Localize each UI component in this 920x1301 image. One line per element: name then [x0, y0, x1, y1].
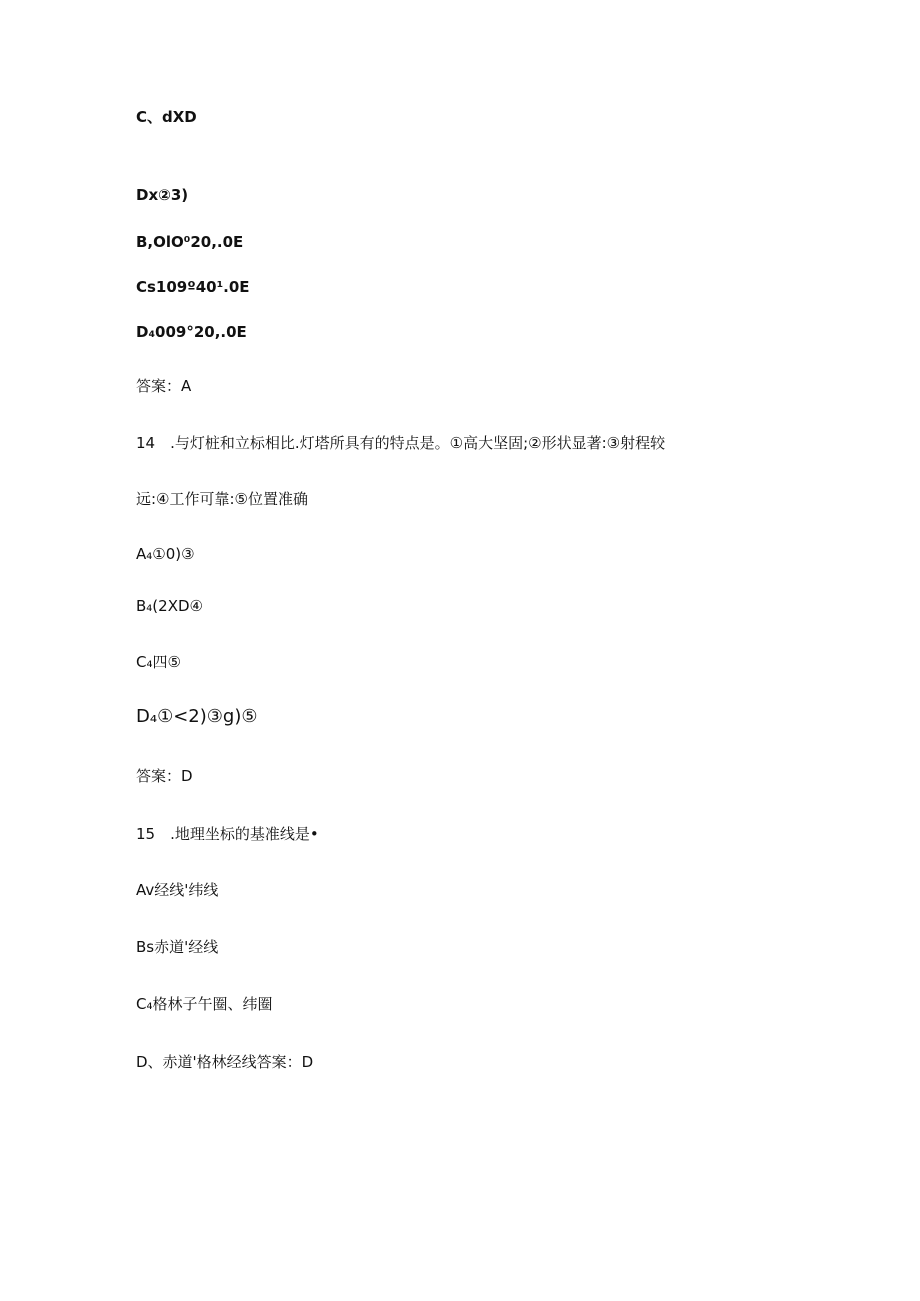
q15-option-d-and-answer: D、赤道'格林经线答案：D: [136, 1053, 314, 1071]
q14-option-c: C₄四⑤: [136, 653, 181, 671]
q15-option-b: Bs赤道'经线: [136, 938, 219, 956]
q14-answer: 答案：D: [136, 767, 193, 785]
q15-option-a: Av经线'纬线: [136, 881, 219, 899]
q15-stem: 15 .地理坐标的基准线是•: [136, 825, 319, 843]
q13b-option-b: B,OlO⁰20,.0E: [136, 233, 244, 251]
q13-option-d: Dx②3): [136, 186, 189, 204]
q14-stem-line1: 14 .与灯桩和立标相比.灯塔所具有的特点是。①高大坚固;②形状显著:③射程较: [136, 434, 666, 452]
q14-option-d: D₄①<2)③g)⑤: [136, 706, 258, 727]
q14-option-a: A₄①0)③: [136, 545, 195, 563]
q14-stem-line2: 远:④工作可靠:⑤位置准确: [136, 490, 309, 508]
q13-option-c: C、dXD: [136, 108, 197, 126]
q14-option-b: B₄(2XD④: [136, 597, 203, 615]
q15-option-c: C₄格林子午圈、纬圈: [136, 995, 273, 1013]
q13b-option-d: D₄009°20,.0E: [136, 323, 247, 341]
q13-answer: 答案：A: [136, 377, 192, 395]
q13b-option-c: Cs109º40¹.0E: [136, 278, 250, 296]
